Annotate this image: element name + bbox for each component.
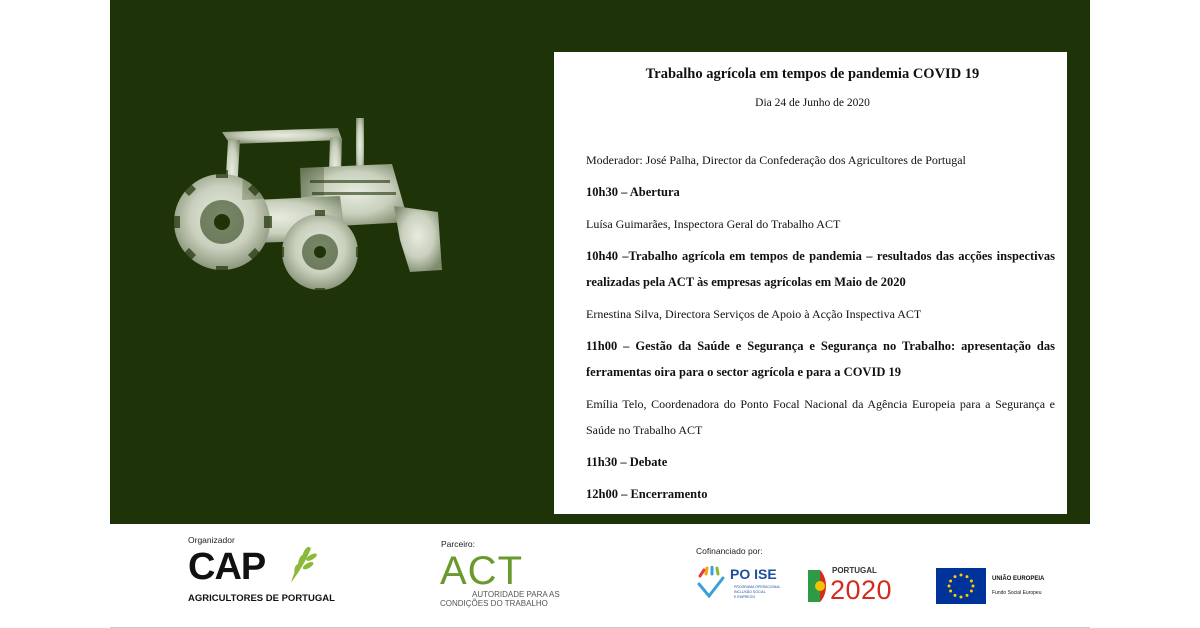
act-logo-name: ACT	[440, 549, 523, 593]
poise-line2: INCLUSÃO SOCIAL	[734, 590, 766, 594]
agenda-moderator: Moderador: José Palha, Director da Confederação dos Agricultores de Portugal	[586, 153, 966, 167]
cap-logo-name: CAP	[188, 546, 266, 588]
agenda-date: Dia 24 de Junho de 2020	[755, 97, 870, 109]
agenda-document	[554, 52, 1067, 514]
tractor-icon	[170, 110, 450, 295]
act-logo-subtitle-2: CONDIÇÕES DO TRABALHO	[440, 599, 548, 608]
organizer-label: Organizador	[188, 535, 235, 545]
figures-icon	[696, 566, 726, 600]
agenda-item-heading: 10h30 – Abertura	[586, 185, 680, 199]
cap-logo	[188, 548, 348, 608]
p2020-top: PORTUGAL	[832, 566, 877, 575]
eu-flag-icon	[936, 568, 986, 604]
partner-label: Parceiro:	[441, 539, 476, 549]
agenda-item-speaker: Luísa Guimarães, Inspectora Geral do Trabalho ACT	[586, 217, 841, 231]
agenda-item-heading: 11h00 – Gestão da Saúde e Segurança e Segurança no Trabalho: apresentação das ferramentas oira para o sector agrícola e para a COVID 19	[586, 339, 1055, 379]
agenda-item-heading: 10h40 –Trabalho agrícola em tempos de pandemia – resultados das acções inspectivas realizadas pela ACT às empresas agrícolas em Maio de 2020	[586, 249, 1055, 289]
cofinance-label: Cofinanciado por:	[696, 546, 763, 556]
portugal-2020-logo	[806, 566, 921, 608]
act-logo-subtitle-1: AUTORIDADE PARA AS	[472, 590, 560, 599]
eu-logo	[936, 568, 1060, 606]
poise-name: PO ISE	[730, 566, 777, 582]
agenda-item-speaker: Ernestina Silva, Directora Serviços de Apoio à Acção Inspectiva ACT	[586, 307, 922, 321]
eu-subtitle: Fundo Social Europeu	[992, 590, 1042, 596]
agenda-title: Trabalho agrícola em tempos de pandemia COVID 19	[645, 66, 980, 82]
act-logo	[440, 549, 590, 612]
cap-logo-subtitle: AGRICULTORES DE PORTUGAL	[188, 593, 335, 604]
agenda-item-heading: 12h00 – Encerramento	[586, 487, 708, 501]
flag-icon	[806, 566, 828, 606]
eu-title: UNIÃO EUROPEIA	[992, 576, 1045, 582]
wheat-icon	[286, 542, 320, 586]
poise-logo	[696, 566, 796, 606]
p2020-year: 2020	[830, 575, 893, 605]
poise-line3: E EMPREGO	[734, 595, 756, 599]
agenda-item-heading: 11h30 – Debate	[586, 455, 668, 469]
agenda-item-speaker: Emília Telo, Coordenadora do Ponto Focal Nacional da Agência Europeia para a Segurança e Saúde no Trabalho ACT	[586, 397, 1055, 437]
poise-line1: PROGRAMA OPERACIONAL	[734, 585, 781, 589]
